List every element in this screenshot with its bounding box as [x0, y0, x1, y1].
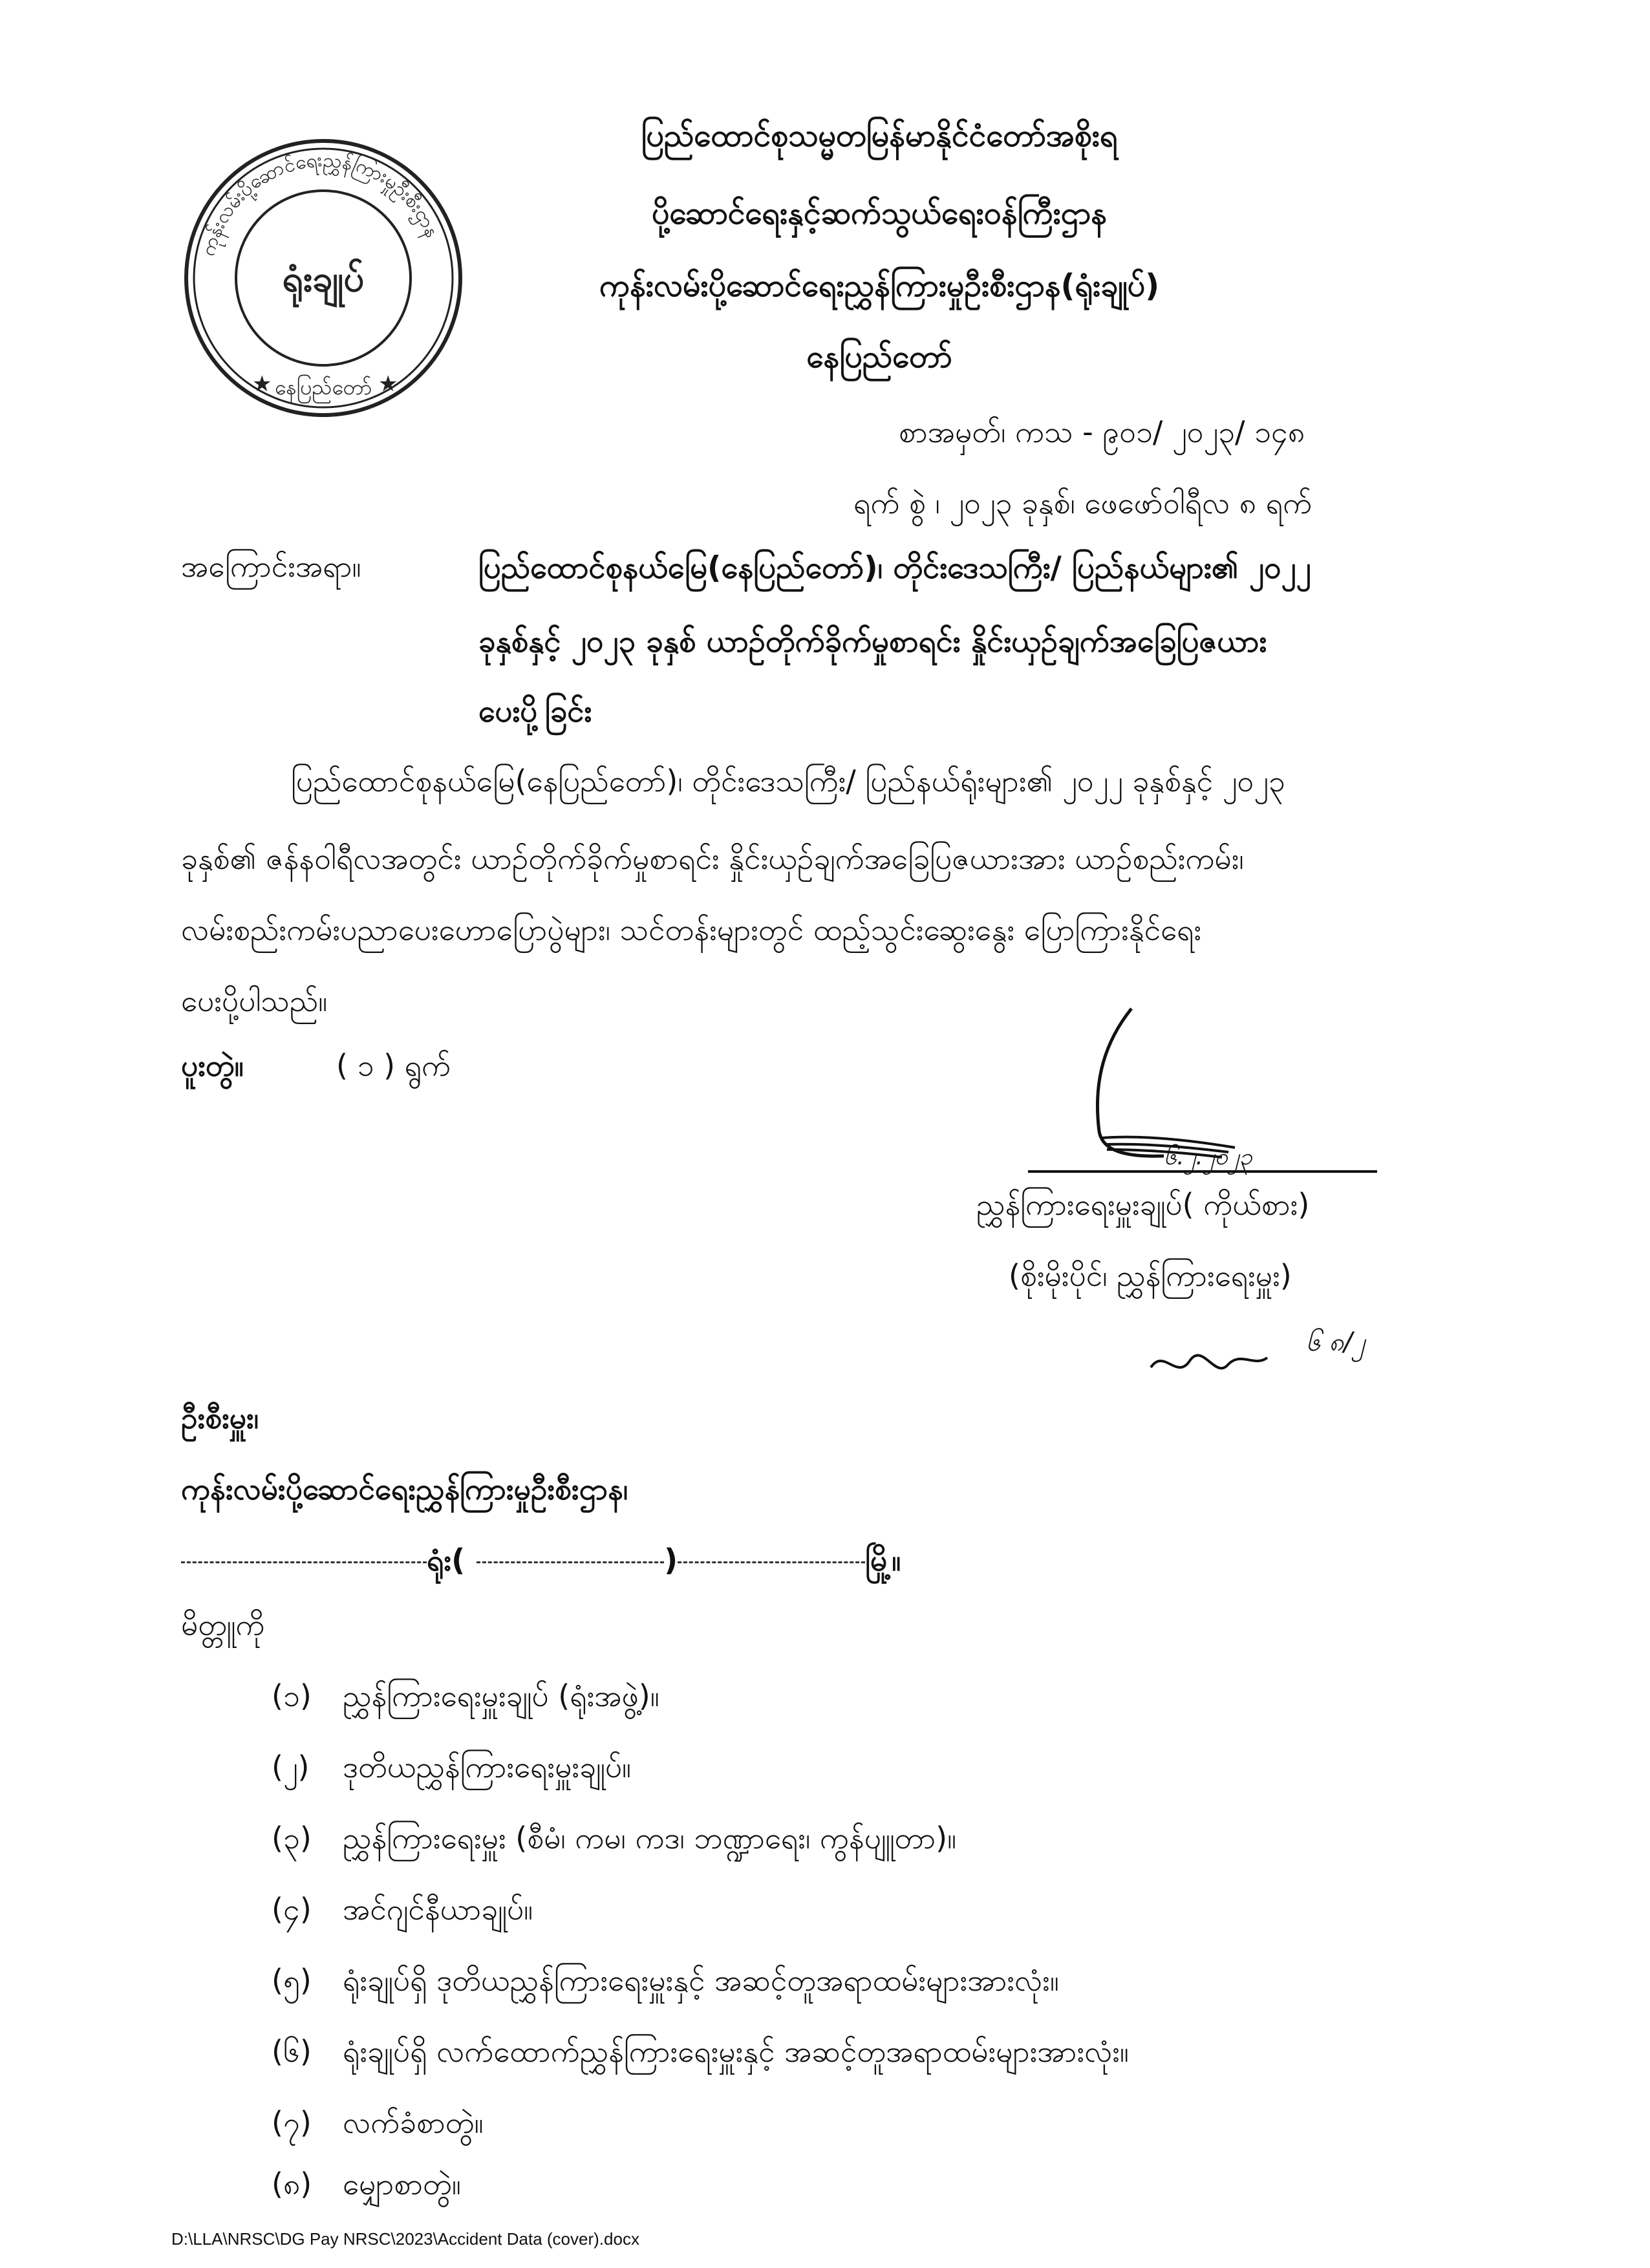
seal-bottom-text: နေပြည်တော်	[274, 375, 372, 400]
copy-item-text: ရုံးချုပ်ရှိ ဒုတိယညွှန်ကြားရေးမှူးနှင့် အဆင့်တူအရာထမ်းများအားလုံး။	[343, 1963, 1059, 1998]
handwritten-note: ၆ ၈/၂	[1306, 1327, 1366, 1357]
copy-item-num: (၈)	[272, 2166, 312, 2201]
signature-name: (စိုးမိုးပိုင်၊ ညွှန်ကြားရေးမှူး)	[1009, 1258, 1292, 1293]
signature-title: ညွှန်ကြားရေးမှူးချုပ်( ကိုယ်စား)	[976, 1187, 1310, 1222]
attachment-label: ပူးတွဲ။	[181, 1048, 244, 1083]
copy-item-text: အင်ဂျင်နီယာချုပ်။	[343, 1892, 533, 1927]
header-line-government: ပြည်ထောင်စုသမ္မတမြန်မာနိုင်ငံတော်အစိုးရ	[641, 118, 1118, 154]
blank-field-line	[678, 1561, 865, 1563]
copy-item-num: (၄)	[272, 1892, 312, 1927]
copies-label: မိတ္တူကို	[181, 1607, 265, 1642]
blank-field-line	[181, 1561, 427, 1563]
copy-item-num: (၂)	[272, 1749, 310, 1784]
recipient-title: ဦးစီးမှူး၊	[181, 1400, 259, 1435]
seal-ring-text: ကုန်းလမ်းပို့ဆောင်ရေးညွှန်ကြားမှုဦးစီးဌာန	[197, 148, 444, 259]
star-icon: ★	[378, 371, 398, 397]
recipient-department: ကုန်းလမ်းပို့ဆောင်ရေးညွှန်ကြားမှုဦးစီးဌာန၊	[181, 1471, 628, 1506]
copy-item-text: မျှောစာတွဲ။	[343, 2166, 461, 2201]
office-seal-stamp	[181, 136, 466, 420]
header-line-city: နေပြည်တော်	[806, 339, 952, 375]
seal-center-text: ရုံးချုပ်	[282, 258, 365, 300]
body-line-1: ပြည်ထောင်စုနယ်မြေ(နေပြည်တော်)၊ တိုင်းဒေသကြီး/ ပြည်နယ်ရုံးများ၏ ၂၀၂၂ ခုနှစ်နှင့် ၂၀၂၃	[291, 764, 1285, 798]
header-line-department: ကုန်းလမ်းပို့ဆောင်ရေးညွှန်ကြားမှုဦးစီးဌာန(ရုံးချုပ်)	[599, 268, 1160, 304]
copy-item-text: ရုံးချုပ်ရှိ လက်ထောက်ညွှန်ကြားရေးမှူးနှင့် အဆင့်တူအရာထမ်းများအားလုံး။	[343, 2034, 1129, 2069]
header-line-ministry: ပို့ဆောင်ရေးနှင့်ဆက်သွယ်ရေးဝန်ကြီးဌာန	[652, 195, 1107, 231]
subject-label: အကြောင်းအရာ။	[181, 549, 361, 584]
copy-item-num: (၅)	[272, 1963, 312, 1998]
star-icon: ★	[252, 371, 272, 397]
copy-item-num: (၃)	[272, 1821, 312, 1856]
subject-line-2: ခုနှစ်နှင့် ၂၀၂၃ ခုနှစ် ယာဉ်တိုက်ခိုက်မှုစာရင်း နှိုင်းယှဉ်ချက်အခြေပြဇယား	[478, 624, 1267, 659]
signature-date-note: ၆.၂.၂၀၂၃	[1164, 1144, 1252, 1170]
body-line-4: ပေးပို့ပါသည်။	[181, 983, 328, 1018]
copy-item-num: (၁)	[272, 1678, 312, 1713]
copy-item-num: (၆)	[272, 2034, 312, 2069]
footer-file-path: D:\LLA\NRSC\DG Pay NRSC\2023\Accident Data (cover).docx	[171, 2229, 639, 2249]
handwritten-initials	[1144, 1329, 1287, 1393]
body-line-3: လမ်းစည်းကမ်းပညာပေးဟောပြောပွဲများ၊ သင်တန်းများတွင် ထည့်သွင်းဆွေးနွေး ပြောကြားနိုင်ရေး	[181, 912, 1202, 947]
copy-item-num: (၇)	[272, 2105, 312, 2140]
copy-item-text: ညွှန်ကြားရေးမှူး (စီမံ၊ ကမ၊ ကဒ၊ ဘဏ္ဍာရေး၊ ကွန်ပျူတာ)။	[343, 1821, 957, 1856]
subject-line-1: ပြည်ထောင်စုနယ်မြေ(နေပြည်တော်)၊ တိုင်းဒေသကြီး/ ပြည်နယ်များ၏ ၂၀၂၂	[478, 550, 1311, 586]
body-line-2: ခုနှစ်၏ ဇန်နဝါရီလအတွင်း ယာဉ်တိုက်ခိုက်မှုစာရင်း နှိုင်းယှဉ်ချက်အခြေပြဇယားအား ယာဉ်စည်းကမ်း၊	[181, 841, 1244, 876]
copy-item-text: ဒုတိယညွှန်ကြားရေးမှူးချုပ်။	[343, 1749, 631, 1784]
copy-item-text: လက်ခံစာတွဲ။	[343, 2105, 484, 2140]
subject-line-3: ပေးပို့ခြင်း	[478, 694, 592, 729]
blank-field-line	[477, 1561, 664, 1563]
attachment-value: ( ၁ ) ရွက်	[336, 1048, 451, 1083]
recipient-address-line: ရုံး( ) မြို့။	[181, 1542, 901, 1585]
letter-date: ရက် စွဲ ၊ ၂၀၂၃ ခုနှစ်၊ ဖေဖော်ဝါရီလ ၈ ရက်	[853, 486, 1312, 520]
copy-item-text: ညွှန်ကြားရေးမှူးချုပ် (ရုံးအဖွဲ့)။	[343, 1678, 659, 1713]
letter-number: စာအမှတ်၊ ကသ - ၉၀၁/ ၂၀၂၃/ ၁၄၈	[899, 414, 1305, 449]
